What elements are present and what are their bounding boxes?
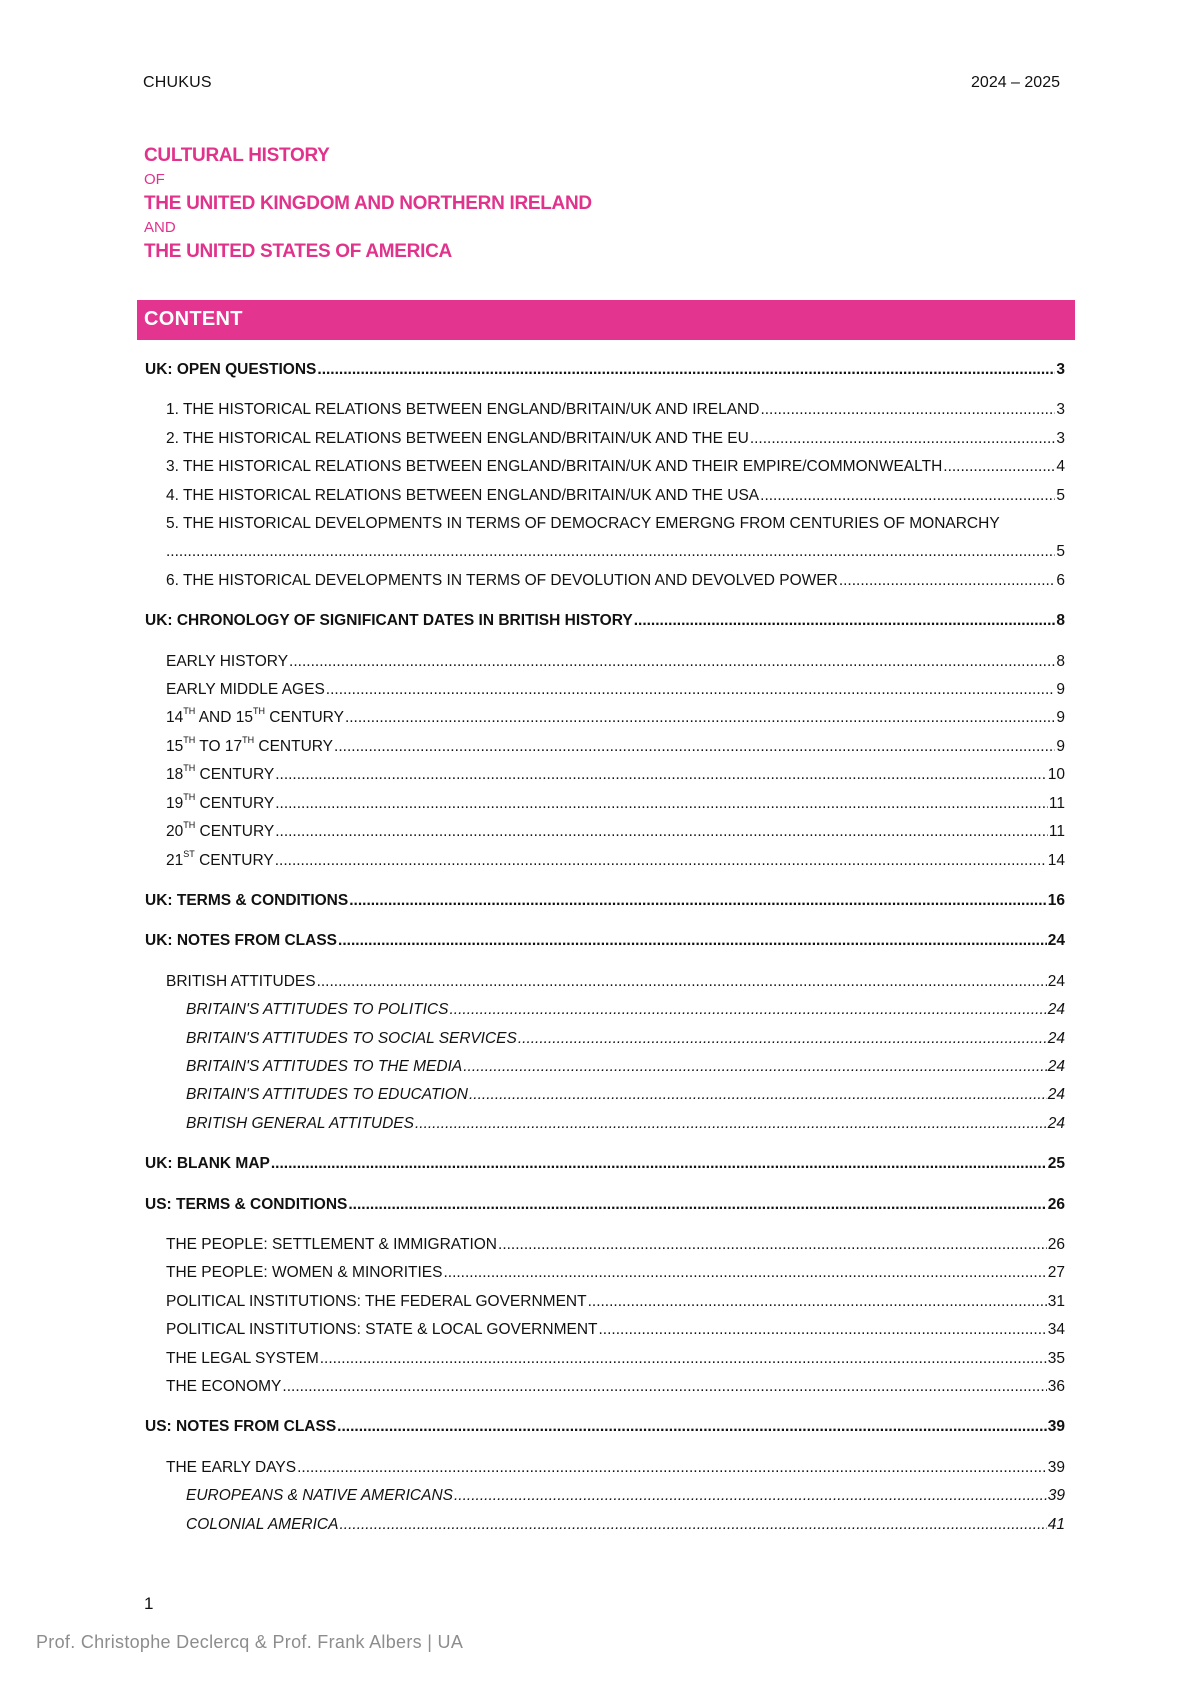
toc-entry-21st-century[interactable] xyxy=(145,847,1065,875)
toc-leader xyxy=(943,453,1055,481)
toc-entry-us-settlement[interactable] xyxy=(145,1231,1065,1259)
toc-entry-title: BRITAIN'S ATTITUDES TO POLITICS xyxy=(186,1001,449,1019)
toc-leader xyxy=(326,676,1056,704)
toc-entry-title: BRITAIN'S ATTITUDES TO SOCIAL SERVICES xyxy=(186,1029,517,1047)
toc-entry-us-legal-system[interactable] xyxy=(145,1345,1065,1373)
toc-entry-page: 39 xyxy=(1047,1458,1065,1476)
toc-entry-title: THE PEOPLE: WOMEN & MINORITIES xyxy=(166,1264,443,1282)
toc-entry-20th-century[interactable] xyxy=(145,818,1065,846)
toc-entry-18th-century[interactable] xyxy=(145,761,1065,789)
toc-entry-title: UK: BLANK MAP xyxy=(145,1155,270,1173)
toc-entry-page: 35 xyxy=(1047,1349,1065,1367)
toc-entry-page: 41 xyxy=(1047,1515,1065,1533)
toc-entry-title: 15TH TO 17TH CENTURY xyxy=(166,734,334,755)
toc-entry-title: BRITAIN'S ATTITUDES TO THE MEDIA xyxy=(186,1057,463,1075)
toc-entry-page: 3 xyxy=(1056,361,1065,378)
toc-entry-title: 3. THE HISTORICAL RELATIONS BETWEEN ENGLAND/BRITAIN/UK AND THEIR EMPIRE/COMMONWEALTH xyxy=(166,458,943,476)
document-title xyxy=(144,145,592,263)
table-of-contents xyxy=(145,356,1065,1539)
toc-entry-attitudes-social-services[interactable] xyxy=(145,1025,1065,1053)
toc-entry-page: 24 xyxy=(1047,1114,1065,1132)
toc-entry-15th-17th-century[interactable] xyxy=(145,733,1065,761)
toc-entry-page: 11 xyxy=(1048,794,1065,812)
toc-entry-title: 1. THE HISTORICAL RELATIONS BETWEEN ENGLAND/BRITAIN/UK AND IRELAND xyxy=(166,401,760,419)
toc-entry-early-middle-ages[interactable] xyxy=(145,676,1065,704)
toc-entry-title: UK: NOTES FROM CLASS xyxy=(145,932,338,950)
toc-leader xyxy=(289,648,1055,676)
toc-entry-attitudes-media[interactable] xyxy=(145,1053,1065,1081)
toc-entry-title: EARLY HISTORY xyxy=(166,652,289,670)
toc-entry-us-women-minorities[interactable] xyxy=(145,1259,1065,1287)
toc-entry-title: THE EARLY DAYS xyxy=(166,1458,297,1476)
toc-entry-page: 4 xyxy=(1056,458,1065,476)
toc-entry-continuation xyxy=(145,538,1065,566)
toc-leader xyxy=(449,996,1046,1024)
toc-entry-title: 5. THE HISTORICAL DEVELOPMENTS IN TERMS OF DEMOCRACY EMERGNG FROM CENTURIES OF MONARCHY xyxy=(166,515,1000,533)
toc-entry-us-terms[interactable] xyxy=(145,1191,1065,1219)
toc-entry-title: BRITAIN'S ATTITUDES TO EDUCATION xyxy=(186,1086,468,1104)
toc-leader xyxy=(588,1288,1047,1316)
toc-entry-question-3[interactable] xyxy=(145,453,1065,481)
toc-entry-page: 8 xyxy=(1056,652,1065,670)
toc-entry-page: 36 xyxy=(1047,1378,1065,1395)
toc-entry-uk-terms[interactable] xyxy=(145,887,1065,915)
toc-entry-14th-15th-century[interactable] xyxy=(145,704,1065,732)
toc-entry-title: 2. THE HISTORICAL RELATIONS BETWEEN ENGLAND/BRITAIN/UK AND THE EU xyxy=(166,429,749,447)
toc-entry-page: 16 xyxy=(1047,891,1065,909)
toc-leader xyxy=(275,761,1047,789)
toc-entry-title: THE ECONOMY xyxy=(166,1378,282,1395)
toc-leader xyxy=(518,1025,1047,1053)
toc-entry-page: 34 xyxy=(1047,1321,1065,1339)
toc-entry-page: 24 xyxy=(1047,932,1065,950)
toc-leader xyxy=(498,1231,1047,1259)
toc-entry-page: 24 xyxy=(1047,1001,1065,1019)
toc-entry-attitudes-education[interactable] xyxy=(145,1081,1065,1109)
toc-entry-title: BRITISH ATTITUDES xyxy=(166,972,316,990)
toc-entry-page: 24 xyxy=(1047,1057,1065,1075)
toc-entry-europeans-native-americans[interactable] xyxy=(145,1482,1065,1510)
toc-entry-title: EUROPEANS & NATIVE AMERICANS xyxy=(186,1487,453,1505)
toc-entry-british-attitudes[interactable] xyxy=(145,968,1065,996)
title-line-5: THE UNITED STATES OF AMERICA xyxy=(144,241,452,262)
toc-entry-title: THE LEGAL SYSTEM xyxy=(166,1349,319,1367)
toc-entry-title: THE PEOPLE: SETTLEMENT & IMMIGRATION xyxy=(166,1235,498,1253)
toc-entry-title: US: TERMS & CONDITIONS xyxy=(145,1195,348,1213)
toc-leader xyxy=(271,1150,1047,1178)
toc-entry-title: POLITICAL INSTITUTIONS: STATE & LOCAL GOVERNMENT xyxy=(166,1321,598,1339)
toc-entry-page: 27 xyxy=(1047,1264,1065,1282)
toc-entry-title: COLONIAL AMERICA xyxy=(186,1515,339,1533)
toc-entry-question-2[interactable] xyxy=(145,425,1065,453)
toc-entry-question-1[interactable] xyxy=(145,396,1065,424)
toc-entry-title: 20TH CENTURY xyxy=(166,820,275,841)
toc-entry-title: UK: OPEN QUESTIONS xyxy=(145,361,317,378)
toc-leader xyxy=(166,538,1055,566)
toc-leader xyxy=(469,1081,1047,1109)
title-line-2: OF xyxy=(144,171,165,188)
title-line-4: AND xyxy=(144,219,176,236)
toc-entry-page: 26 xyxy=(1047,1195,1065,1213)
toc-leader xyxy=(348,1191,1046,1219)
toc-entry-page: 14 xyxy=(1047,851,1065,869)
toc-leader xyxy=(282,1373,1046,1401)
toc-entry-early-days[interactable] xyxy=(145,1454,1065,1482)
toc-entry-page: 9 xyxy=(1056,681,1065,699)
toc-leader xyxy=(275,790,1048,818)
toc-leader xyxy=(275,818,1048,846)
toc-entry-us-economy[interactable] xyxy=(145,1373,1065,1401)
toc-leader xyxy=(443,1259,1046,1287)
page-footer: Prof. Christophe Declercq & Prof. Frank Albers | UA xyxy=(36,1632,464,1652)
toc-entry-general-attitudes[interactable] xyxy=(145,1110,1065,1138)
running-header-right: 2024 – 2025 xyxy=(971,74,1060,91)
toc-leader xyxy=(598,1316,1046,1344)
toc-leader xyxy=(337,1413,1047,1441)
toc-entry-colonial-america[interactable] xyxy=(145,1511,1065,1539)
toc-entry-19th-century[interactable] xyxy=(145,790,1065,818)
toc-entry-early-history[interactable] xyxy=(145,648,1065,676)
toc-entry-page: 3 xyxy=(1056,401,1065,419)
toc-entry-question-5[interactable] xyxy=(145,510,1065,567)
toc-leader xyxy=(760,482,1055,510)
toc-entry-us-state-local-government[interactable] xyxy=(145,1316,1065,1344)
toc-entry-page: 26 xyxy=(1047,1235,1065,1253)
toc-entry-title: BRITISH GENERAL ATTITUDES xyxy=(186,1114,414,1132)
toc-entry-page: 25 xyxy=(1047,1155,1065,1173)
toc-entry-uk-chronology[interactable] xyxy=(145,607,1065,635)
toc-entry-page: 10 xyxy=(1047,766,1065,784)
toc-entry-page: 3 xyxy=(1056,429,1065,447)
toc-entry-uk-open-questions[interactable] xyxy=(145,356,1065,384)
title-line-1: CULTURAL HISTORY xyxy=(144,145,330,166)
toc-entry-page: 6 xyxy=(1056,571,1065,589)
toc-leader xyxy=(338,927,1047,955)
toc-entry-title: 4. THE HISTORICAL RELATIONS BETWEEN ENGLAND/BRITAIN/UK AND THE USA xyxy=(166,486,760,504)
toc-entry-us-federal-government[interactable] xyxy=(145,1288,1065,1316)
toc-leader xyxy=(339,1511,1046,1539)
toc-leader xyxy=(463,1053,1047,1081)
toc-leader xyxy=(349,887,1047,915)
toc-entry-page: 24 xyxy=(1047,1029,1065,1047)
running-header-left: CHUKUS xyxy=(143,74,212,91)
toc-leader xyxy=(415,1110,1047,1138)
content-heading: CONTENT xyxy=(137,300,1075,340)
toc-leader xyxy=(345,704,1055,732)
toc-entry-page: 9 xyxy=(1056,709,1065,727)
toc-leader xyxy=(454,1482,1047,1510)
toc-entry-page: 31 xyxy=(1047,1292,1065,1310)
toc-leader xyxy=(317,968,1047,996)
title-line-3: THE UNITED KINGDOM AND NORTHERN IRELAND xyxy=(144,193,592,214)
toc-entry-page: 8 xyxy=(1056,612,1065,630)
toc-entry-attitudes-politics[interactable] xyxy=(145,996,1065,1024)
toc-entry-title: UK: CHRONOLOGY OF SIGNIFICANT DATES IN BRITISH HISTORY xyxy=(145,612,633,630)
toc-entry-page: 11 xyxy=(1048,823,1065,841)
toc-entry-question-6[interactable] xyxy=(145,567,1065,595)
toc-entry-page: 9 xyxy=(1056,737,1065,755)
toc-entry-page: 5 xyxy=(1056,543,1065,561)
toc-entry-uk-blank-map[interactable] xyxy=(145,1150,1065,1178)
toc-entry-title: EARLY MIDDLE AGES xyxy=(166,681,325,699)
toc-leader xyxy=(297,1454,1047,1482)
toc-entry-question-4[interactable] xyxy=(145,482,1065,510)
toc-entry-title: POLITICAL INSTITUTIONS: THE FEDERAL GOVERNMENT xyxy=(166,1292,587,1310)
toc-leader xyxy=(750,425,1056,453)
toc-leader xyxy=(317,356,1055,384)
toc-entry-page: 5 xyxy=(1056,486,1065,504)
toc-leader xyxy=(634,607,1056,635)
toc-entry-page: 24 xyxy=(1047,1086,1065,1104)
toc-leader xyxy=(275,847,1047,875)
toc-entry-title: UK: TERMS & CONDITIONS xyxy=(145,891,349,909)
toc-entry-title: 6. THE HISTORICAL DEVELOPMENTS IN TERMS OF DEVOLUTION AND DEVOLVED POWER xyxy=(166,571,838,589)
toc-entry-page: 24 xyxy=(1047,972,1065,990)
toc-entry-title: 19TH CENTURY xyxy=(166,791,275,812)
toc-entry-page: 39 xyxy=(1047,1487,1065,1505)
toc-leader xyxy=(334,733,1055,761)
toc-leader xyxy=(760,396,1055,424)
toc-entry-title: 14TH AND 15TH CENTURY xyxy=(166,706,344,727)
toc-entry-page: 39 xyxy=(1047,1418,1065,1436)
toc-entry-title: 18TH CENTURY xyxy=(166,763,275,784)
toc-entry-title: 21ST CENTURY xyxy=(166,848,274,869)
toc-entry-us-notes[interactable] xyxy=(145,1413,1065,1441)
page-number: 1 xyxy=(144,1594,154,1613)
toc-leader xyxy=(320,1345,1047,1373)
toc-entry-uk-notes[interactable] xyxy=(145,927,1065,955)
toc-leader xyxy=(839,567,1056,595)
toc-entry-title: US: NOTES FROM CLASS xyxy=(145,1418,337,1436)
